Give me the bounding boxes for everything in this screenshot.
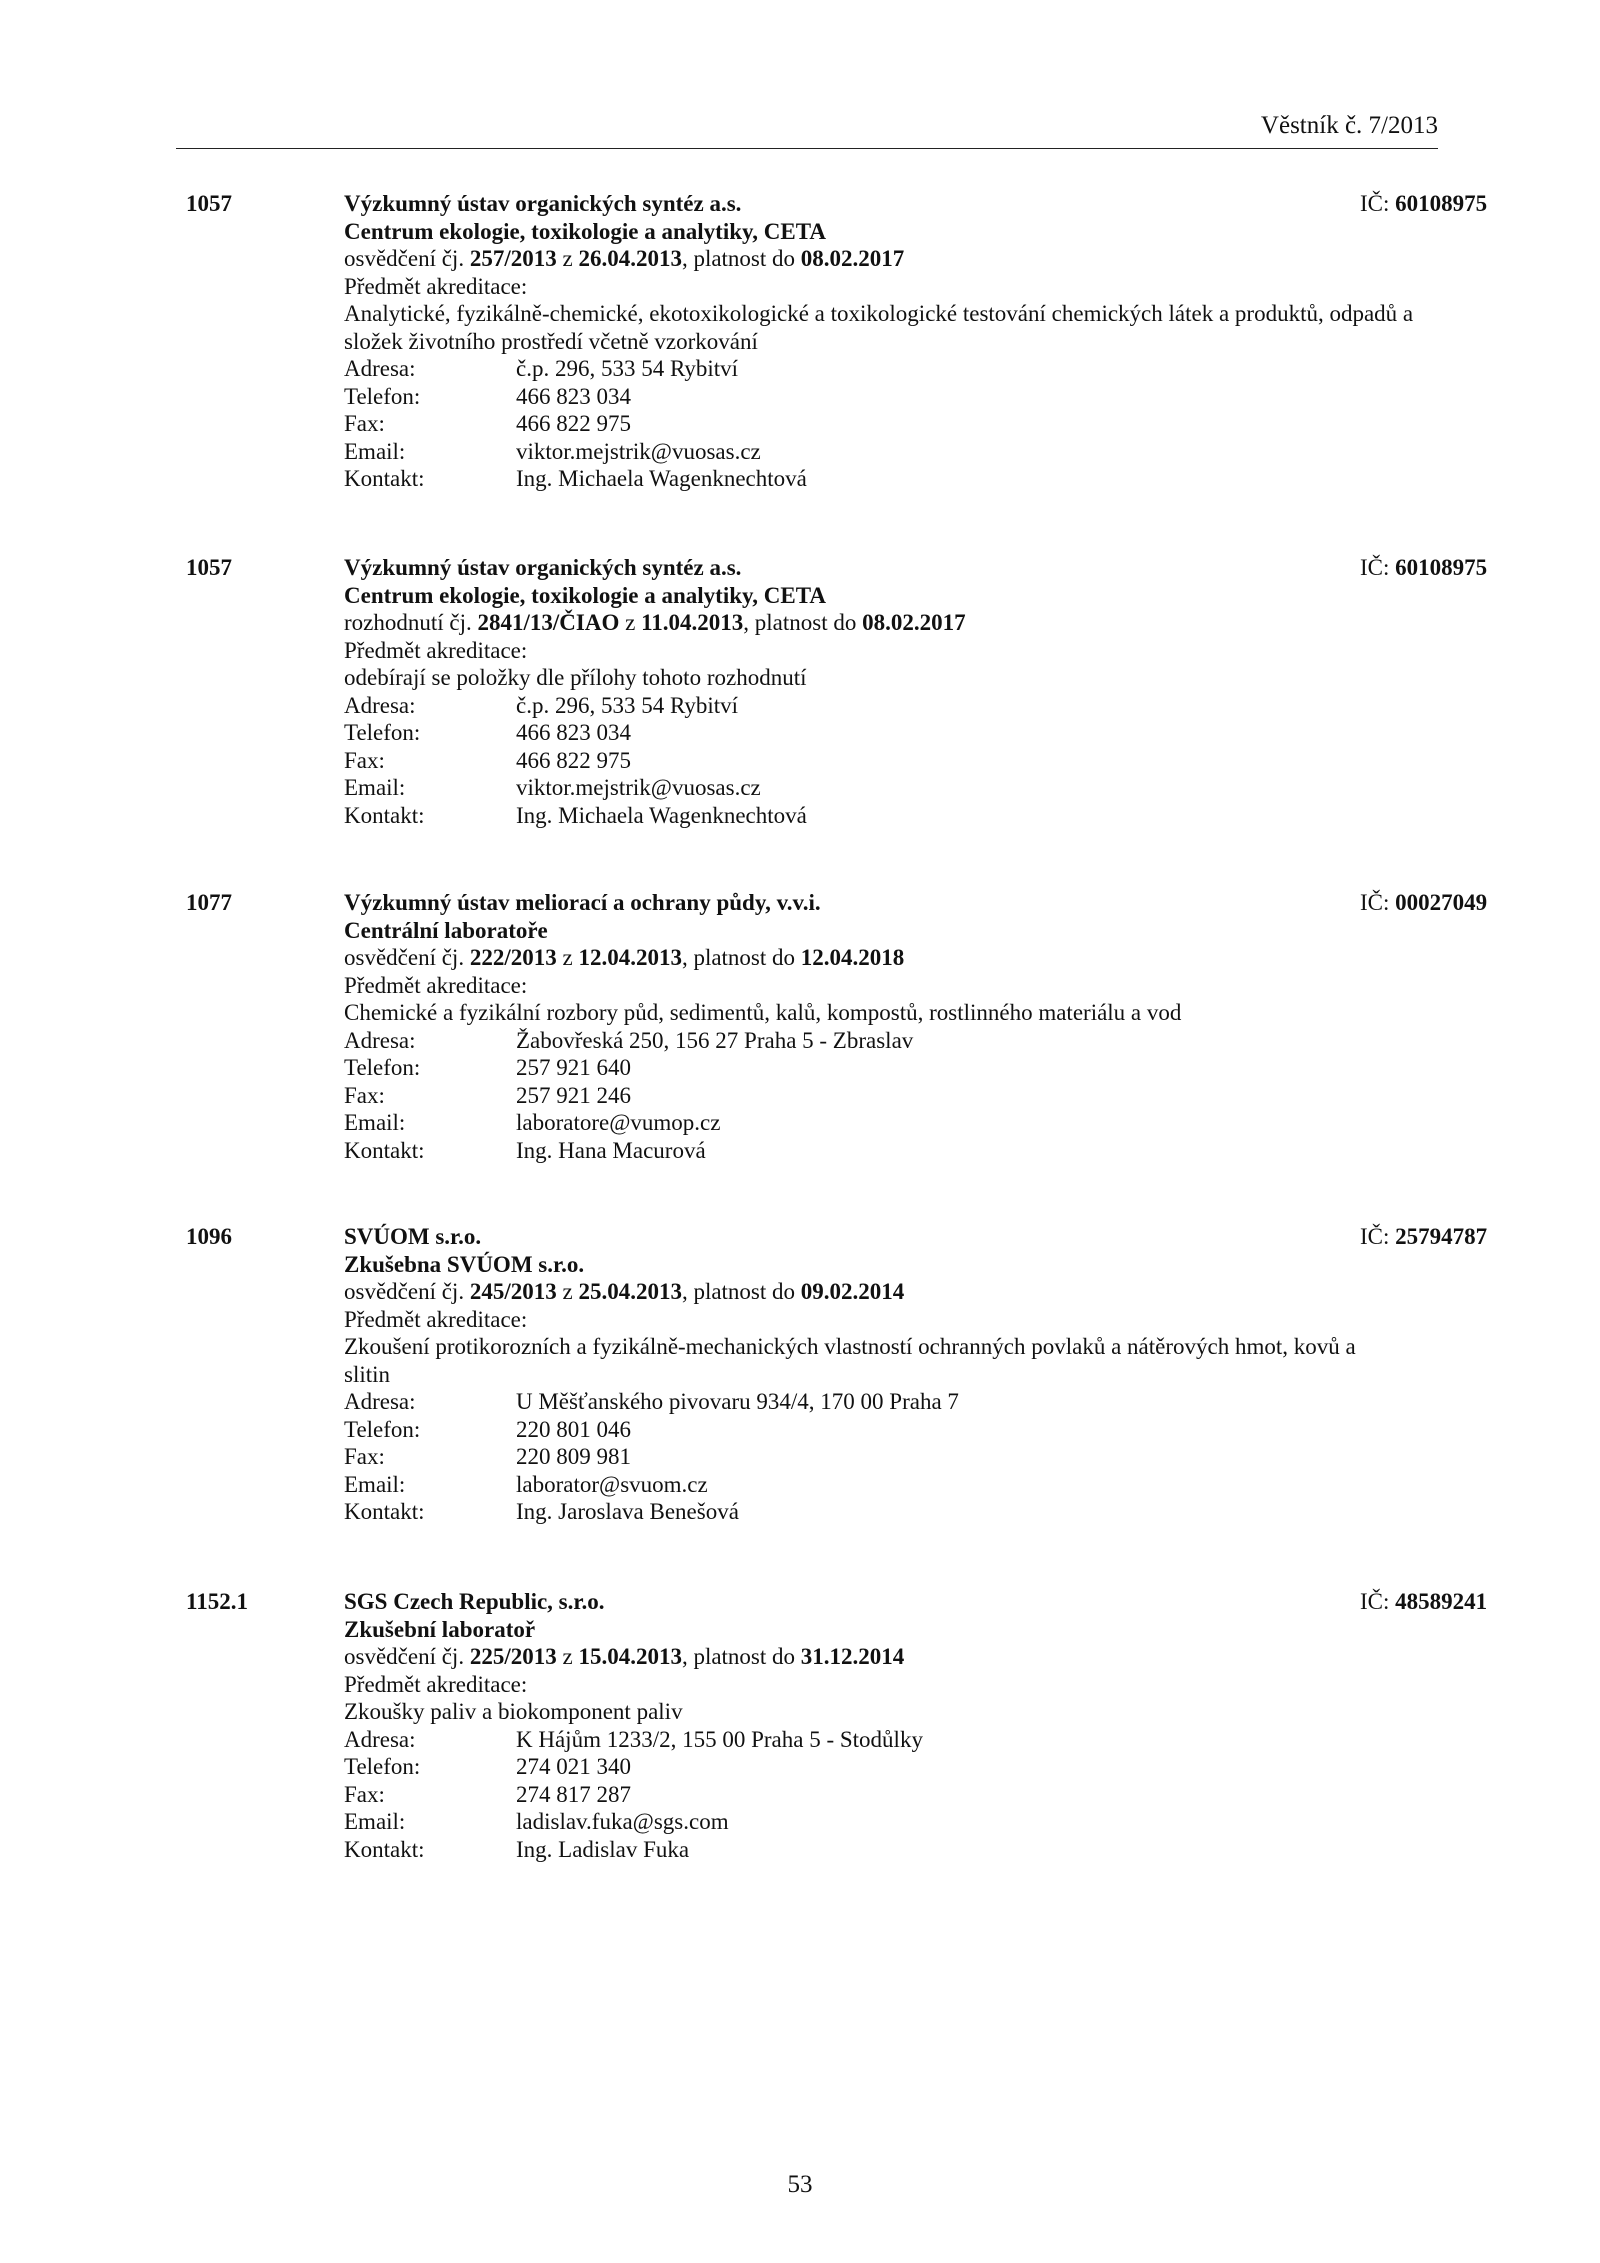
company-id-value: 60108975 [1395, 191, 1488, 216]
fax-row [344, 410, 1424, 438]
address-label: Adresa: [344, 1726, 416, 1752]
entry-number: 1152.1 [186, 1589, 248, 1614]
contact-value: Ing. Ladislav Fuka [516, 1836, 690, 1862]
phone-row [344, 383, 1424, 411]
entry-body [344, 554, 1488, 829]
document-date: 25.04.2013 [578, 1279, 682, 1304]
document-number: 257/2013 [469, 246, 557, 271]
subject-label: Předmět akreditace: [344, 637, 528, 663]
address-label: Adresa: [344, 1027, 416, 1053]
document-number: 225/2013 [469, 1644, 557, 1669]
subject-text: Chemické a fyzikální rozbory půd, sedimentů, kalů, kompostů, rostlinného materiálu a vod [344, 1000, 1182, 1025]
phone-row [344, 1054, 1424, 1082]
fax-label: Fax: [344, 1082, 385, 1108]
document-number: 245/2013 [469, 1279, 557, 1304]
fax-label: Fax: [344, 747, 385, 773]
subject-label: Předmět akreditace: [344, 1671, 528, 1697]
phone-value: 257 921 640 [516, 1055, 631, 1080]
validity-date: 08.02.2017 [862, 610, 966, 635]
company-id [1360, 1223, 1487, 1251]
document-type: osvědčení čj. [344, 1644, 470, 1669]
fax-label: Fax: [344, 1781, 385, 1807]
document-date: 26.04.2013 [578, 246, 682, 271]
document-type: osvědčení čj. [344, 246, 470, 271]
entry-number: 1096 [186, 1224, 232, 1249]
subject-text: Analytické, fyzikálně-chemické, ekotoxikologické a toxikologické testování chemických látek a produktů, odpadů a složek životního prostředí včetně vzorkování [344, 301, 1414, 354]
contact-row [344, 802, 1424, 830]
unit-name: Centrum ekologie, toxikologie a analytiky, CETA [344, 582, 826, 608]
entry-number: 1057 [186, 555, 232, 580]
phone-value: 274 021 340 [516, 1754, 631, 1779]
phone-label: Telefon: [344, 720, 421, 745]
entry-number: 1077 [186, 890, 232, 915]
entry-body [344, 1223, 1488, 1526]
page-header [176, 108, 1438, 149]
address-row [344, 1027, 1424, 1055]
contact-value: Ing. Michaela Wagenknechtová [516, 466, 807, 491]
fax-row [344, 1781, 1424, 1809]
contact-label: Kontakt: [344, 466, 425, 491]
email-row [344, 1471, 1424, 1499]
fax-value: 466 822 975 [516, 411, 631, 436]
unit-name: Zkušební laboratoř [344, 1616, 536, 1642]
validity-date: 08.02.2017 [800, 246, 905, 271]
email-row [344, 438, 1424, 466]
address-value: Žabovřeská 250, 156 27 Praha 5 - Zbraslav [516, 1027, 914, 1053]
fax-row [344, 1082, 1424, 1110]
phone-label: Telefon: [344, 1416, 421, 1442]
certificate-line [344, 944, 1424, 972]
contact-row [344, 465, 1424, 493]
document-date-prefix: z [556, 1644, 579, 1669]
address-value: č.p. 296, 533 54 Rybitví [516, 356, 739, 381]
contact-label: Kontakt: [344, 802, 425, 828]
address-value: U Měšťanského pivovaru 934/4, 170 00 Praha 7 [516, 1389, 959, 1414]
contact-value: Ing. Michaela Wagenknechtová [516, 802, 807, 828]
organization-name: Výzkumný ústav organických syntéz a.s. [344, 555, 742, 580]
document-date-prefix: z [556, 945, 579, 970]
fax-row [344, 1443, 1424, 1471]
company-id-value: 25794787 [1395, 1224, 1488, 1249]
subject-label: Předmět akreditace: [344, 273, 528, 299]
email-label: Email: [344, 775, 406, 800]
phone-value: 466 823 034 [516, 383, 631, 409]
email-label: Email: [344, 1471, 406, 1497]
entry-body [344, 1588, 1488, 1863]
address-row [344, 692, 1424, 720]
fax-value: 257 921 246 [516, 1082, 631, 1108]
document-type: osvědčení čj. [344, 1279, 470, 1304]
document-type: rozhodnutí čj. [344, 610, 478, 635]
address-label: Adresa: [344, 692, 416, 718]
company-id-label: IČ: [1360, 191, 1396, 216]
address-value: č.p. 296, 533 54 Rybitví [516, 692, 739, 718]
email-label: Email: [344, 438, 406, 464]
company-id [1360, 889, 1487, 917]
company-id [1360, 1588, 1487, 1616]
email-row [344, 774, 1424, 802]
document-date: 15.04.2013 [578, 1644, 682, 1669]
fax-value: 466 822 975 [516, 747, 631, 773]
contact-value: Ing. Hana Macurová [516, 1137, 706, 1163]
organization-name: Výzkumný ústav meliorací a ochrany půdy, v.v.i. [344, 890, 821, 915]
phone-value: 466 823 034 [516, 720, 631, 745]
contact-row [344, 1836, 1424, 1864]
address-row [344, 1726, 1424, 1754]
address-value: K Hájům 1233/2, 155 00 Praha 5 - Stodůlky [516, 1726, 923, 1752]
document-date-prefix: z [556, 246, 579, 271]
subject-label: Předmět akreditace: [344, 972, 528, 998]
email-label: Email: [344, 1110, 406, 1135]
certificate-line [344, 1643, 1424, 1671]
entry-body [344, 889, 1488, 1164]
fax-row [344, 747, 1424, 775]
email-value: laborator@svuom.cz [516, 1471, 708, 1497]
validity-label: , platnost do [681, 246, 801, 271]
contact-label: Kontakt: [344, 1137, 425, 1163]
publication-title: Věstník č. 7/2013 [1260, 112, 1438, 139]
company-id-value: 60108975 [1395, 555, 1488, 580]
phone-label: Telefon: [344, 1754, 421, 1779]
validity-label: , platnost do [743, 610, 863, 635]
validity-date: 31.12.2014 [800, 1644, 905, 1669]
email-row [344, 1109, 1424, 1137]
phone-row [344, 719, 1424, 747]
fax-value: 274 817 287 [516, 1781, 631, 1807]
unit-name: Zkušebna SVÚOM s.r.o. [344, 1251, 585, 1277]
organization-name: SVÚOM s.r.o. [344, 1224, 482, 1249]
contact-row [344, 1137, 1424, 1165]
document-date: 12.04.2013 [578, 945, 682, 970]
company-id-value: 00027049 [1395, 890, 1488, 915]
document-number: 222/2013 [469, 945, 557, 970]
document-number: 2841/13/ČIAO [477, 610, 620, 635]
address-label: Adresa: [344, 356, 416, 381]
contact-row [344, 1498, 1424, 1526]
email-row [344, 1808, 1424, 1836]
unit-name: Centrum ekologie, toxikologie a analytiky, CETA [344, 218, 826, 244]
company-id-label: IČ: [1360, 555, 1396, 580]
validity-date: 09.02.2014 [800, 1279, 905, 1304]
validity-date: 12.04.2018 [800, 945, 905, 970]
company-id [1360, 554, 1487, 582]
subject-text: Zkoušky paliv a biokomponent paliv [344, 1699, 683, 1724]
document-date: 11.04.2013 [641, 610, 744, 635]
company-id-value: 48589241 [1395, 1589, 1488, 1614]
unit-name: Centrální laboratoře [344, 917, 548, 943]
validity-label: , platnost do [681, 945, 801, 970]
subject-text: Zkoušení protikorozních a fyzikálně-mechanických vlastností ochranných povlaků a nátěrových hmot, kovů a slitin [344, 1334, 1356, 1387]
document-date-prefix: z [556, 1279, 579, 1304]
email-value: ladislav.fuka@sgs.com [516, 1809, 729, 1834]
document-type: osvědčení čj. [344, 945, 470, 970]
email-value: viktor.mejstrik@vuosas.cz [516, 438, 761, 464]
company-id [1360, 190, 1487, 218]
company-id-label: IČ: [1360, 1589, 1396, 1614]
address-row [344, 1388, 1424, 1416]
fax-label: Fax: [344, 411, 385, 436]
certificate-line [344, 1278, 1424, 1306]
decision-line [344, 609, 1424, 637]
entry-body [344, 190, 1488, 493]
address-row [344, 355, 1424, 383]
phone-label: Telefon: [344, 1055, 421, 1080]
email-value: viktor.mejstrik@vuosas.cz [516, 775, 761, 800]
email-value: laboratore@vumop.cz [516, 1110, 721, 1135]
company-id-label: IČ: [1360, 1224, 1396, 1249]
document-date-prefix: z [619, 610, 642, 635]
validity-label: , platnost do [681, 1279, 801, 1304]
phone-label: Telefon: [344, 383, 421, 409]
subject-text: odebírají se položky dle přílohy tohoto rozhodnutí [344, 665, 807, 690]
address-label: Adresa: [344, 1389, 416, 1414]
phone-row [344, 1416, 1424, 1444]
organization-name: SGS Czech Republic, s.r.o. [344, 1589, 605, 1614]
email-label: Email: [344, 1809, 406, 1834]
phone-value: 220 801 046 [516, 1416, 631, 1442]
contact-label: Kontakt: [344, 1836, 425, 1862]
fax-label: Fax: [344, 1444, 385, 1469]
validity-label: , platnost do [681, 1644, 801, 1669]
organization-name: Výzkumný ústav organických syntéz a.s. [344, 191, 742, 216]
subject-label: Předmět akreditace: [344, 1306, 528, 1332]
certificate-line [344, 245, 1424, 273]
entry-number: 1057 [186, 191, 232, 216]
phone-row [344, 1753, 1424, 1781]
contact-value: Ing. Jaroslava Benešová [516, 1499, 739, 1524]
page-number: 53 [787, 2171, 813, 2198]
fax-value: 220 809 981 [516, 1444, 631, 1469]
company-id-label: IČ: [1360, 890, 1396, 915]
contact-label: Kontakt: [344, 1499, 425, 1524]
